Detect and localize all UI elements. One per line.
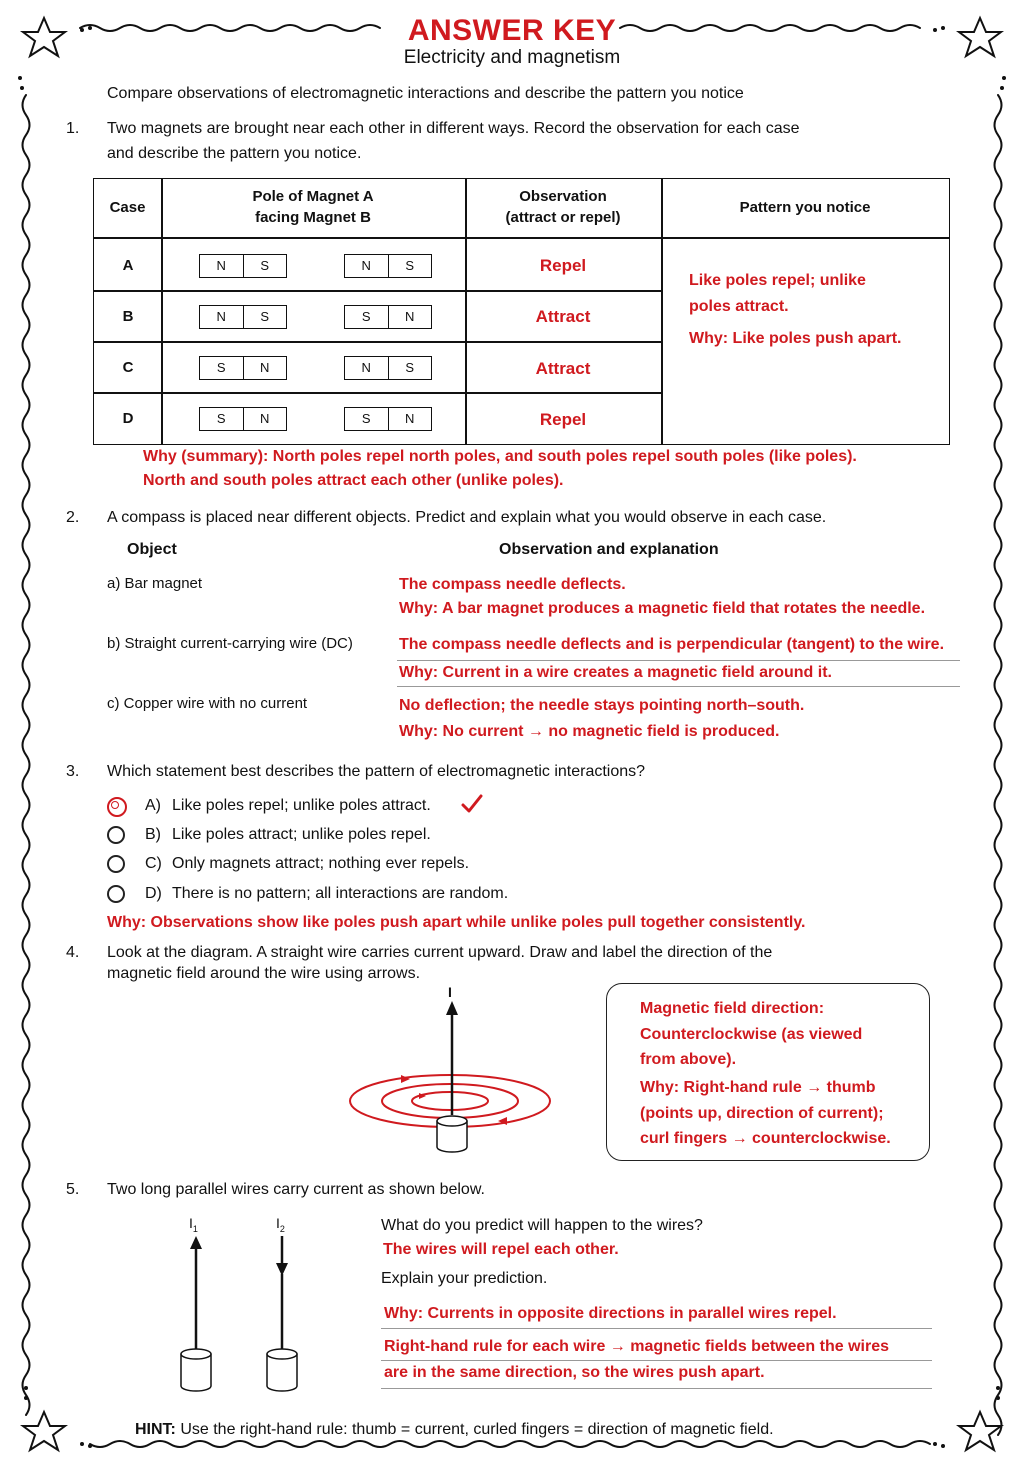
magnet-b: N S	[344, 254, 432, 278]
q5-answer: The wires will repel each other.	[383, 1241, 619, 1258]
option-a-radio[interactable]	[107, 797, 127, 817]
case-label: A	[122, 257, 134, 274]
q2-col-observation: Observation and explanation	[499, 541, 719, 558]
intro-instruction: Compare observations of electromagnetic interactions and describe the pattern you notice	[107, 85, 744, 102]
page-subtitle: Electricity and magnetism	[403, 47, 621, 68]
current-label: I	[448, 984, 452, 1000]
q2-object-b: b) Straight current-carrying wire (DC)	[107, 635, 353, 652]
q2-answer-b: The compass needle deflects and is perpendicular (tangent) to the wire.	[399, 636, 945, 653]
magnet-a: N S	[199, 254, 287, 278]
q2-prompt: A compass is placed near different objects. Predict and explain what you would observe in each case.	[107, 509, 827, 526]
q4-prompt-line1: Look at the diagram. A straight wire carries current upward. Draw and label the direction of the	[107, 944, 773, 961]
option-b-radio[interactable]	[107, 826, 125, 844]
answer-line	[381, 1360, 932, 1361]
q2-why-c: Why: No current → no magnetic field is produced.	[399, 723, 780, 740]
q2-number: 2.	[66, 509, 80, 526]
wire2-current-label: $I_2$	[276, 1215, 285, 1234]
wire-field-diagram	[340, 995, 560, 1160]
q5-question: What do you predict will happen to the wires?	[381, 1217, 703, 1234]
observation-answer: Attract	[535, 307, 591, 326]
case-label: C	[122, 359, 134, 376]
observation-answer: Repel	[539, 410, 587, 429]
q5-why-line2: Right-hand rule for each wire → magnetic fields between the wires	[384, 1338, 889, 1355]
hint-text: HINT: Use the right-hand rule: thumb = current, curled fingers = direction of magnetic field.	[135, 1421, 774, 1438]
observation-answer: Repel	[539, 256, 587, 275]
magnet-b: S N	[344, 305, 432, 329]
magnet-a: S N	[199, 356, 287, 380]
observation-answer: Attract	[535, 359, 591, 378]
field-direction-callout: Magnetic field direction: Counterclockwise (as viewed from above). Why: Right-hand rule → thumb (points up, direction of current); curl fingers → counterclockwise.	[606, 983, 930, 1161]
q2-object-a: a) Bar magnet	[107, 575, 203, 592]
header-pole: Pole of Magnet A facing Magnet B	[252, 188, 374, 226]
q5-prompt: Two long parallel wires carry current as shown below.	[107, 1181, 485, 1198]
option-b-text: Like poles attract; unlike poles repel.	[172, 826, 431, 843]
q5-number: 5.	[66, 1181, 80, 1198]
answer-line	[397, 660, 960, 661]
option-a-text: Like poles repel; unlike poles attract.	[172, 797, 431, 814]
q3-why: Why: Observations show like poles push apart while unlike poles pull together consistently.	[107, 914, 806, 931]
magnet-a: N S	[199, 305, 287, 329]
parallel-wires-diagram	[170, 1236, 310, 1396]
wire1-current-label: $I_1$	[189, 1215, 198, 1234]
q4-number: 4.	[66, 944, 80, 961]
magnet-b: S N	[344, 407, 432, 431]
option-d-radio[interactable]	[107, 885, 125, 903]
header-observation: Observation (attract or repel)	[505, 188, 621, 226]
q2-answer-c: No deflection; the needle stays pointing north–south.	[399, 697, 805, 714]
q1-prompt-line1: Two magnets are brought near each other in different ways. Record the observation for each case	[107, 120, 800, 137]
option-b-label: B)	[145, 826, 161, 843]
q2-col-object: Object	[127, 541, 177, 558]
case-label: B	[122, 308, 134, 325]
q3-number: 3.	[66, 763, 80, 780]
q5-why-line3: are in the same direction, so the wires push apart.	[384, 1364, 765, 1381]
option-c-label: C)	[145, 855, 162, 872]
q2-answer-a: The compass needle deflects.	[399, 576, 626, 593]
checkmark-icon	[460, 793, 484, 815]
option-c-text: Only magnets attract; nothing ever repels.	[172, 855, 470, 872]
magnet-a: S N	[199, 407, 287, 431]
answer-line	[381, 1388, 932, 1389]
q1-prompt-line2: and describe the pattern you notice.	[107, 145, 362, 162]
page-title: ANSWER KEY	[407, 14, 617, 47]
header-case: Case	[109, 199, 146, 216]
option-d-text: There is no pattern; all interactions are random.	[172, 885, 509, 902]
q1-summary-line1: Why (summary): North poles repel north poles, and south poles repel south poles (like poles).	[143, 448, 857, 465]
pattern-why: Why: Like poles push apart.	[689, 330, 902, 347]
q2-why-b: Why: Current in a wire creates a magnetic field around it.	[399, 664, 832, 681]
case-label: D	[122, 410, 134, 427]
option-d-label: D)	[145, 885, 162, 902]
q5-explain-label: Explain your prediction.	[381, 1270, 548, 1287]
q1-summary-line2: North and south poles attract each other (unlike poles).	[143, 472, 564, 489]
magnet-table	[93, 178, 950, 445]
option-a-label: A)	[145, 797, 161, 814]
q2-object-c: c) Copper wire with no current	[107, 695, 308, 712]
q4-prompt-line2: magnetic field around the wire using arrows.	[107, 965, 421, 982]
answer-line	[381, 1328, 932, 1329]
q3-prompt: Which statement best describes the pattern of electromagnetic interactions?	[107, 763, 646, 780]
magnet-b: N S	[344, 356, 432, 380]
option-c-radio[interactable]	[107, 855, 125, 873]
answer-line	[397, 686, 960, 687]
q1-number: 1.	[66, 120, 80, 137]
header-pattern: Pattern you notice	[739, 199, 871, 216]
q5-why-line1: Why: Currents in opposite directions in parallel wires repel.	[384, 1305, 837, 1322]
q2-why-a: Why: A bar magnet produces a magnetic field that rotates the needle.	[399, 600, 926, 617]
pattern-answer-line1: Like poles repel; unlike	[689, 272, 866, 289]
pattern-answer-line2: poles attract.	[689, 298, 789, 315]
